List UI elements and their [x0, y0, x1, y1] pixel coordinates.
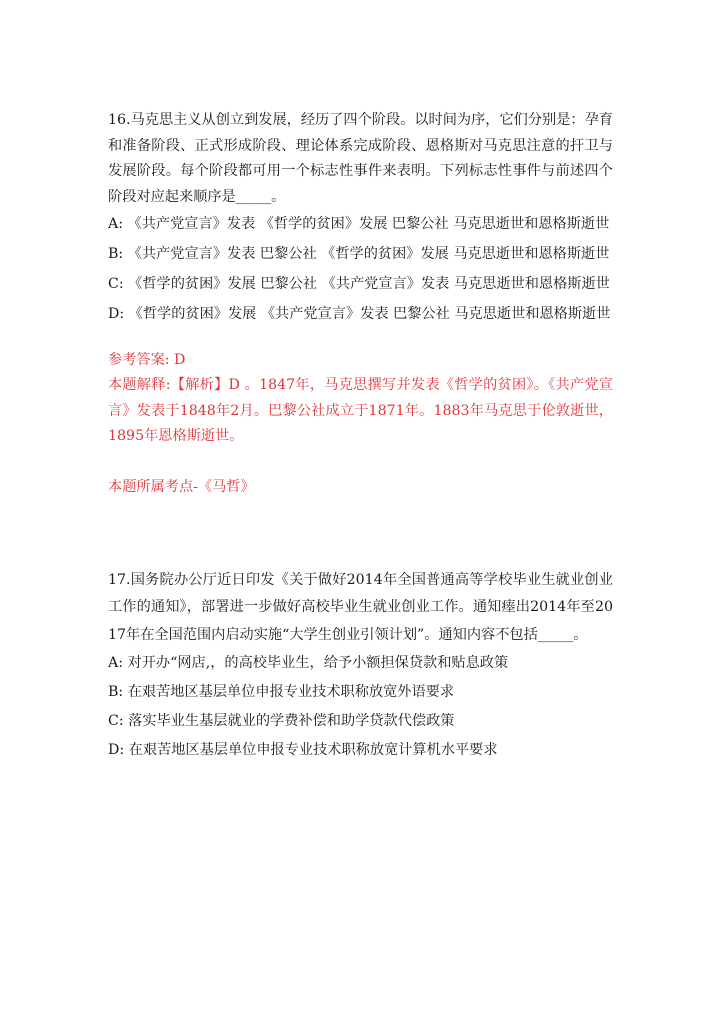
question-16-explanation: 本题解释:【解析】D 。1847年，马克思撰写并发表《哲学的贫困》。《共产党宣言》发表于1848年2月。巴黎公社成立于1871年。1883年马克思于伦敦逝世，1895年恩格斯逝世。 [108, 377, 613, 445]
question-16-stem: 16.马克思主义从创立到发展，经历了四个阶段。以时间为序，它们分别是：孕育和准备阶段、正式形成阶段、理论体系完成阶段、恩格斯对马克思注意的扞卫与发展阶段。每个阶段都可用一个标志性事件来表明。下列标志性事件与前述四个阶段对应起来顺序是_____。 [108, 112, 613, 205]
question-17 [108, 567, 613, 766]
question-17-option-d: D: 在艰苦地区基层单位申报专业技术职称放宽计算机水平要求 [108, 742, 498, 759]
question-16-option-b: B: 《共产党宣言》发表 巴黎公社 《哲学的贫困》发展 马克思逝世和恩格斯逝世 [108, 246, 610, 263]
question-16-option-a: A: 《共产党宣言》发表 《哲学的贫困》发展 巴黎公社 马克思逝世和恩格斯逝世 [108, 216, 610, 233]
question-17-stem: 17.国务院办公厅近日印发《关于做好2014年全国普通高等学校毕业生就业创业工作的通知》，部署进一步做好高校毕业生就业创业工作。通知瘗出2014年至2017年在全国范围内启动实施“大学生创业引领计划”。通知内容不包括_____。 [108, 571, 613, 643]
question-16-option-d: D: 《哲学的贫困》发展 《共产党宣言》发表 巴黎公社 马克思逝世和恩格斯逝世 [108, 305, 611, 322]
question-17-option-b: B: 在艰苦地区基层单位申报专业技术职称放宽外语要求 [108, 684, 455, 701]
document-page [108, 108, 613, 765]
question-16 [108, 108, 613, 501]
question-16-answer-block [108, 348, 613, 450]
question-16-answer: 参考答案: D [108, 351, 186, 368]
question-16-topic: 本题所属考点-《马哲》 [108, 478, 255, 495]
question-16-option-c: C: 《哲学的贫困》发展 巴黎公社 《共产党宣言》发表 马克思逝世和恩格斯逝世 [108, 275, 610, 292]
question-17-option-c: C: 落实毕业生基层就业的学费补偿和助学贷款代偿政策 [108, 713, 455, 730]
question-17-option-a: A: 对开办“网店,，的高校毕业生，给予小额担保贷款和贴息政策 [108, 655, 509, 672]
